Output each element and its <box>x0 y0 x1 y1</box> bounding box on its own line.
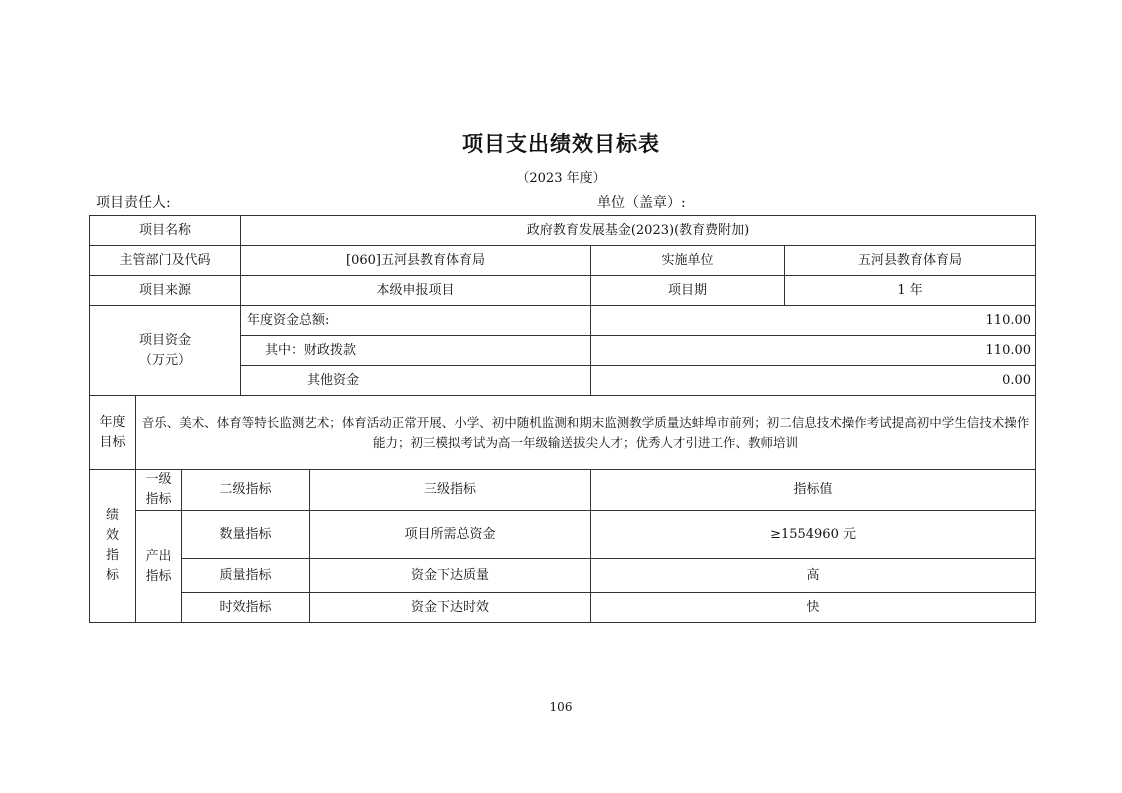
level1-output-line2: 指标 <box>145 568 172 584</box>
dept-label: 主管部门及代码 <box>90 246 241 276</box>
page-title: 项目支出绩效目标表 <box>462 132 660 156</box>
level2-cell: 质量指标 <box>182 559 310 593</box>
performance-target-table <box>89 215 1036 623</box>
page-number: 106 <box>549 700 573 714</box>
funds-label <box>90 306 241 396</box>
level2-cell: 时效指标 <box>182 593 310 623</box>
level1-output-line1: 产出 <box>145 548 172 564</box>
performance-label-char: 效 <box>105 528 119 543</box>
dept-value: [060]五河县教育体育局 <box>241 246 591 276</box>
funds-label-line1: 项目资金 <box>139 332 192 348</box>
performance-label-char: 绩 <box>105 508 119 523</box>
table-row <box>90 276 1036 306</box>
level3-cell: 资金下达时效 <box>310 593 591 623</box>
header-level1 <box>136 470 182 511</box>
header-level1-line1: 一级 <box>145 472 172 487</box>
period-label: 项目期 <box>591 276 785 306</box>
unit-seal-label: 单位（盖章）: <box>597 195 686 211</box>
total-funds-value: 110.00 <box>591 306 1036 336</box>
level2-cell: 数量指标 <box>182 511 310 559</box>
table-row <box>90 396 1036 470</box>
table-row <box>90 511 1036 559</box>
level1-output <box>136 511 182 623</box>
table-row <box>90 559 1036 593</box>
value-cell: 高 <box>591 559 1036 593</box>
responsible-person-label: 项目责任人: <box>96 195 171 211</box>
table-row <box>90 246 1036 276</box>
source-value: 本级申报项目 <box>241 276 591 306</box>
source-label: 项目来源 <box>90 276 241 306</box>
annual-goal-label <box>90 396 136 470</box>
fiscal-funds-value: 110.00 <box>591 336 1036 366</box>
annual-goal-text: 音乐、美术、体育等特长监测艺术；体育活动正常开展、小学、初中随机监测和期末监测教学质量达蚌埠市前列；初二信息技术操作考试提高初中学生信技术操作能力；初三模拟考试为高一年级输送拔尖人才；优秀人才引进工作、教师培训 <box>136 396 1036 470</box>
performance-label-char: 指 <box>105 548 119 563</box>
level3-cell: 资金下达质量 <box>310 559 591 593</box>
annual-goal-label-line2: 目标 <box>99 434 126 450</box>
period-value: 1 年 <box>785 276 1036 306</box>
table-row <box>90 306 1036 336</box>
impl-unit-label: 实施单位 <box>591 246 785 276</box>
header-level3: 三级指标 <box>310 470 591 511</box>
header-value: 指标值 <box>591 470 1036 511</box>
level3-cell: 项目所需总资金 <box>310 511 591 559</box>
fiscal-funds-label: 其中：财政拨款 <box>241 336 591 366</box>
funds-label-line2: （万元） <box>139 352 192 368</box>
year-subtitle: （2023 年度） <box>516 171 606 186</box>
table-row <box>90 470 1036 511</box>
header-level1-line2: 指标 <box>145 492 172 507</box>
value-cell: 快 <box>591 593 1036 623</box>
other-funds-value: 0.00 <box>591 366 1036 396</box>
header-level2: 二级指标 <box>182 470 310 511</box>
project-name-label: 项目名称 <box>90 216 241 246</box>
annual-goal-label-line1: 年度 <box>99 414 126 430</box>
impl-unit-value: 五河县教育体育局 <box>785 246 1036 276</box>
other-funds-label: 其他资金 <box>241 366 591 396</box>
performance-label <box>90 470 136 623</box>
project-name-value: 政府教育发展基金(2023)(教育费附加) <box>241 216 1036 246</box>
table-row <box>90 593 1036 623</box>
performance-label-char: 标 <box>105 568 119 583</box>
table-row <box>90 216 1036 246</box>
value-cell: ≥1554960 元 <box>591 511 1036 559</box>
total-funds-label: 年度资金总额: <box>241 306 591 336</box>
